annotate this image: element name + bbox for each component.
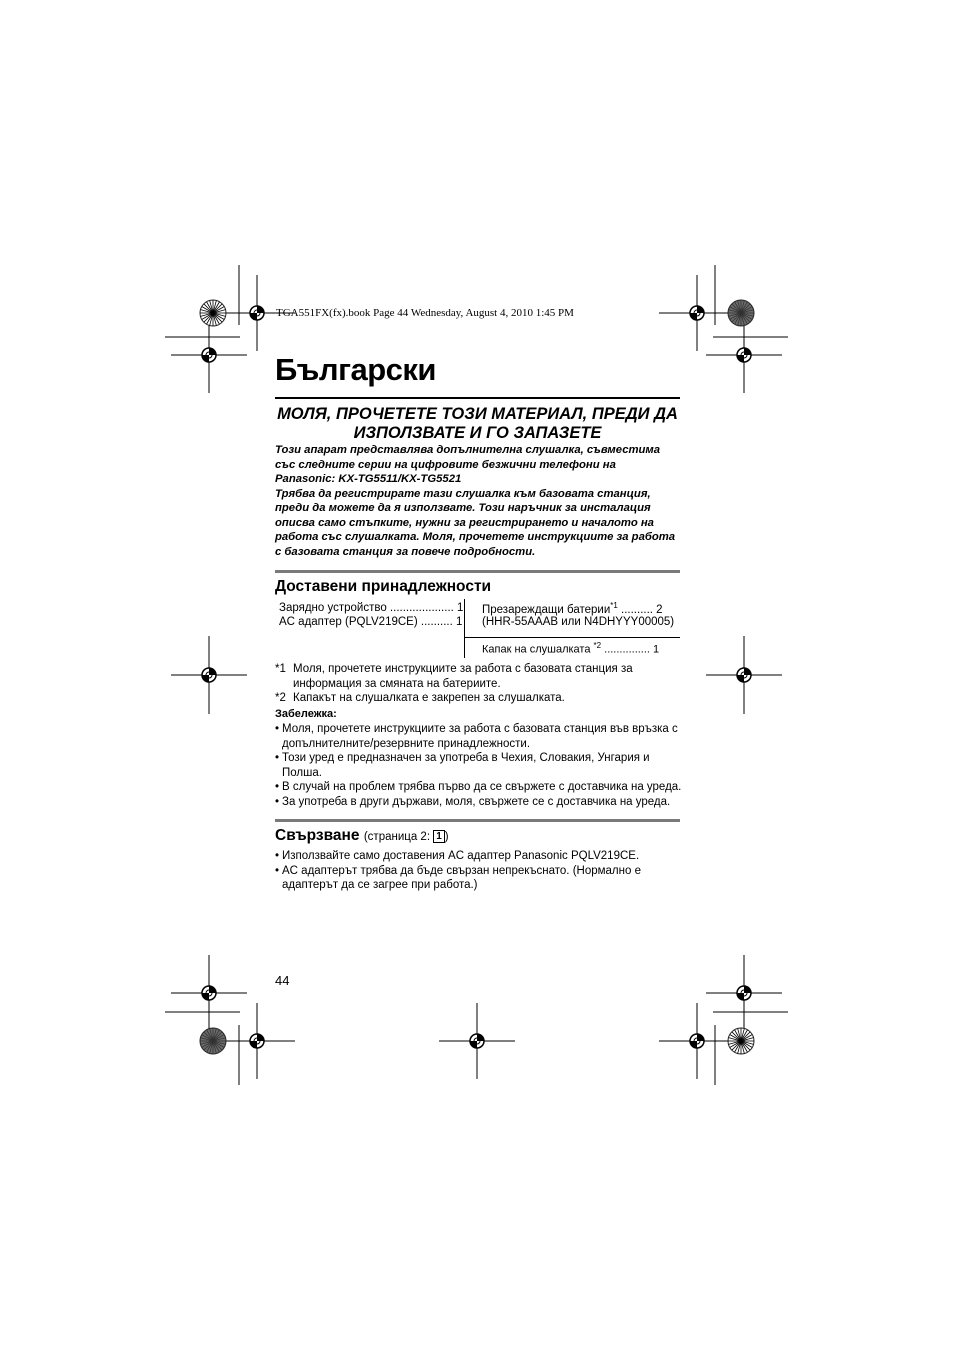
cover-footnote-ref: *2 — [593, 641, 602, 650]
crosshair-fill — [202, 355, 209, 362]
footnote-mark: *1 — [275, 663, 286, 675]
crosshair-fill — [690, 313, 697, 320]
crosshair-fill — [690, 1041, 697, 1048]
battery-model: (HHR-55AAAB или N4DHYYY00005) — [482, 616, 675, 628]
intro-line: Този апарат представлява допълнителна слушалка, съвместима — [275, 444, 661, 456]
crosshair-fill — [697, 306, 704, 313]
bullet: • — [275, 781, 280, 793]
list-item — [275, 780, 685, 795]
bullet: • — [275, 752, 280, 764]
figure-number-box: 1 — [433, 830, 445, 843]
intro-line: работа със слушалката. Моля, прочетете инструкциите за работа — [275, 531, 676, 543]
page-title: Български — [275, 352, 436, 387]
crosshair-fill — [470, 1041, 477, 1048]
crosshair-fill — [477, 1034, 484, 1041]
crosshair-fill — [257, 1034, 264, 1041]
note-text: За употреба в други държави, моля, свържете се с доставчика на уреда. — [282, 795, 671, 808]
title-rule — [275, 397, 680, 399]
note-list — [275, 722, 685, 809]
crosshair-fill — [737, 675, 744, 682]
list-item — [275, 751, 685, 780]
accessory-ac-adaptor: AC адаптер (PQLV219CE) .......... 1 — [279, 616, 463, 628]
battery-footnote-ref: *1 — [610, 601, 618, 610]
list-item — [275, 849, 685, 864]
connection-section-title — [275, 827, 449, 845]
page-reference-suffix: ) — [444, 831, 449, 843]
crosshair-fill — [209, 986, 216, 993]
crosshair-fill — [209, 348, 216, 355]
crosshair-fill — [250, 1041, 257, 1048]
crosshair-fill — [202, 675, 209, 682]
cover-qty: ............... 1 — [601, 643, 660, 656]
intro-line: описва само стъпките, нужни за регистрирането и началото на — [275, 516, 654, 529]
bullet: • — [275, 723, 280, 735]
note-text: В случай на проблем трябва първо да се свържете с доставчика на уреда. — [282, 781, 682, 793]
bullet: • — [275, 795, 280, 808]
note-label: Забележка: — [275, 708, 337, 720]
crosshair-fill — [202, 993, 209, 1000]
accessory-charger: Зарядно устройство .................... 1 — [279, 602, 464, 614]
connection-title: Свързване — [275, 827, 360, 844]
list-item — [275, 722, 685, 751]
crosshair-fill — [744, 348, 751, 355]
intro-line: преди да можете да я използвате. Този наръчник за инсталация — [275, 502, 651, 514]
crosshair-fill — [737, 993, 744, 1000]
intro-line: със следните серии на цифровите безжични телефони на — [275, 458, 616, 471]
book-header-line: TGA551FX(fx).book Page 44 Wednesday, August 4, 2010 1:45 PM — [276, 307, 574, 319]
footnote — [275, 691, 685, 706]
notice-intro — [275, 443, 680, 559]
footnote-mark: *2 — [275, 692, 286, 704]
accessories-section-title: Доставени принадлежности — [275, 578, 492, 595]
crosshair-fill — [257, 306, 264, 313]
intro-line: Panasonic: KX-TG5511/KX-TG5521 — [275, 473, 462, 485]
accessory-batteries — [482, 601, 663, 616]
intro-line: с базовата станция за повече подробности. — [275, 545, 536, 558]
battery-label: Презареждащи батерии — [482, 603, 611, 616]
battery-qty: .......... 2 — [617, 603, 663, 616]
accessories-row-divider — [464, 637, 680, 638]
notice-title-line-2: ИЗПОЛЗВАТЕ И ГО ЗАПАЗЕТЕ — [353, 424, 602, 442]
intro-line: Трябва да регистрирате тази слушалка към базовата станция, — [275, 487, 651, 500]
crosshair-fill — [744, 668, 751, 675]
accessories-column-divider — [464, 599, 465, 658]
connection-text: AC адаптерът трябва да бъде свързан непрекъснато. (Нормално е адаптерът да се загрее при работа.) — [282, 864, 641, 891]
accessory-handset-cover — [482, 641, 659, 656]
footnote — [275, 662, 685, 691]
crosshair-fill — [744, 986, 751, 993]
footnote-text: Капакът на слушалката е закрепен за слушалката. — [293, 692, 565, 704]
notice-title-line-1: МОЛЯ, ПРОЧЕТЕТЕ ТОЗИ МАТЕРИАЛ, ПРЕДИ ДА — [277, 405, 678, 423]
crosshair-fill — [250, 313, 257, 320]
page-number: 44 — [275, 973, 290, 988]
note-text: Този уред е предназначен за употреба в Чехия, Словакия, Унгария и Полша. — [282, 752, 650, 779]
cover-label: Капак на слушалката — [482, 643, 594, 656]
page-reference-prefix: (страница 2: — [363, 831, 434, 843]
section-rule-connection — [275, 819, 680, 822]
list-item — [275, 864, 685, 893]
page-reference — [364, 831, 449, 843]
notice-title — [275, 405, 680, 443]
section-rule-accessories — [275, 570, 680, 573]
connection-list — [275, 849, 685, 893]
crosshair-fill — [209, 668, 216, 675]
crosshair-fill — [737, 355, 744, 362]
footnotes — [275, 662, 685, 706]
crosshair-fill — [697, 1034, 704, 1041]
bullet: • — [275, 850, 280, 862]
note-text: Моля, прочетете инструкциите за работа с базовата станция във връзка с допълнителните/резервните принадлежности. — [282, 723, 678, 750]
bullet: • — [275, 864, 280, 877]
footnote-text: Моля, прочетете инструкциите за работа с базовата станция за информация за смяната на батериите. — [293, 663, 633, 690]
connection-text: Използвайте само доставения AC адаптер Panasonic PQLV219CE. — [282, 850, 640, 862]
list-item — [275, 795, 685, 810]
